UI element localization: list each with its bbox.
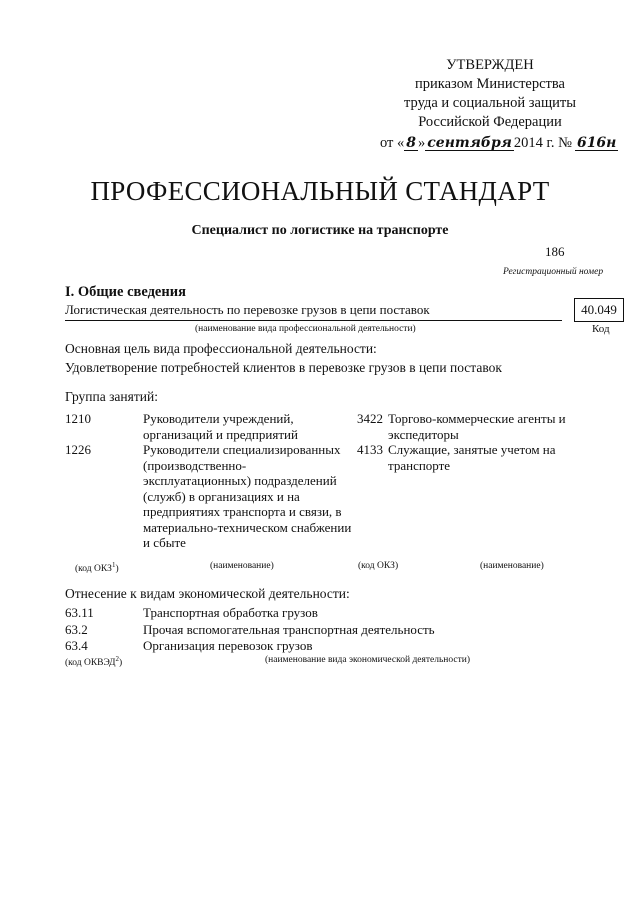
okz-code-caption-2: (код ОКЗ) — [358, 561, 399, 571]
registration-label: Регистрационный номер — [503, 267, 604, 277]
okved-label: Отнесение к видам экономической деятельности: — [65, 586, 350, 601]
approval-line-2: приказом Министерства — [415, 76, 565, 92]
activity-name: Логистическая деятельность по перевозке грузов в цепи поставок — [65, 302, 430, 317]
okved-name: Организация перевозок грузов — [143, 638, 313, 653]
activity-underline — [65, 320, 562, 321]
document-subtitle: Специалист по логистике на транспорте — [191, 223, 449, 238]
order-number: 616н — [576, 135, 617, 151]
goal-label: Основная цель вида профессиональной деятельности: — [65, 341, 377, 356]
occupation-code: 3422 — [357, 411, 383, 426]
occupation-code: 1226 — [65, 442, 91, 457]
occupation-name: Торгово-коммерческие агенты и экспедиторы — [388, 411, 566, 442]
okved-code: 63.2 — [65, 622, 88, 637]
order-year: 2014 г. № — [513, 135, 572, 151]
okved-name: Транспортная обработка грузов — [143, 605, 318, 620]
okved-name-caption: (наименование вида экономической деятельности) — [265, 655, 470, 665]
occupation-code: 1210 — [65, 411, 91, 426]
registration-number: 186 — [545, 244, 565, 259]
order-day: 8 — [406, 135, 417, 151]
occupation-name: Руководители специализированных (производственно-эксплуатационных) подразделений (служб) в организациях и на предприятиях транспорта и связи, в материально-техническом снабжении и сбыте — [143, 442, 352, 550]
approval-line-4: Российской Федерации — [418, 114, 562, 130]
document-title: ПРОФЕССИОНАЛЬНЫЙ СТАНДАРТ — [90, 176, 550, 206]
occupation-name: Руководители учреждений, организаций и предприятий — [143, 411, 298, 442]
goal-text: Удовлетворение потребностей клиентов в перевозке грузов в цепи поставок — [65, 360, 502, 375]
approval-line-3: труда и социальной защиты — [404, 95, 576, 111]
order-mid: » — [418, 135, 426, 151]
okved-code-caption: (код ОКВЭД$^2$) — [65, 655, 123, 669]
approval-stamp — [380, 56, 617, 153]
occupation-code: 4133 — [357, 442, 383, 457]
approval-line-1: УТВЕРЖДЕН — [446, 57, 534, 73]
occupation-group-label: Группа занятий: — [65, 389, 158, 404]
order-month: сентября — [427, 135, 512, 151]
okved-code: 63.4 — [65, 638, 88, 653]
okved-name: Прочая вспомогательная транспортная деятельность — [143, 622, 435, 637]
okz-code-caption: (код ОКЗ$^1$) — [75, 561, 119, 575]
okz-name-caption: (наименование) — [210, 561, 274, 571]
code-caption: Код — [592, 323, 610, 335]
order-line — [380, 134, 617, 153]
activity-caption: (наименование вида профессиональной деятельности) — [195, 324, 416, 334]
okz-name-caption-2: (наименование) — [480, 561, 544, 571]
section-heading: I. Общие сведения — [65, 284, 186, 300]
okved-code: 63.11 — [65, 605, 94, 620]
activity-code-box: 40.049 — [574, 298, 624, 322]
order-prefix: от « — [380, 135, 405, 151]
occupation-name: Служащие, занятые учетом на транспорте — [388, 442, 556, 473]
